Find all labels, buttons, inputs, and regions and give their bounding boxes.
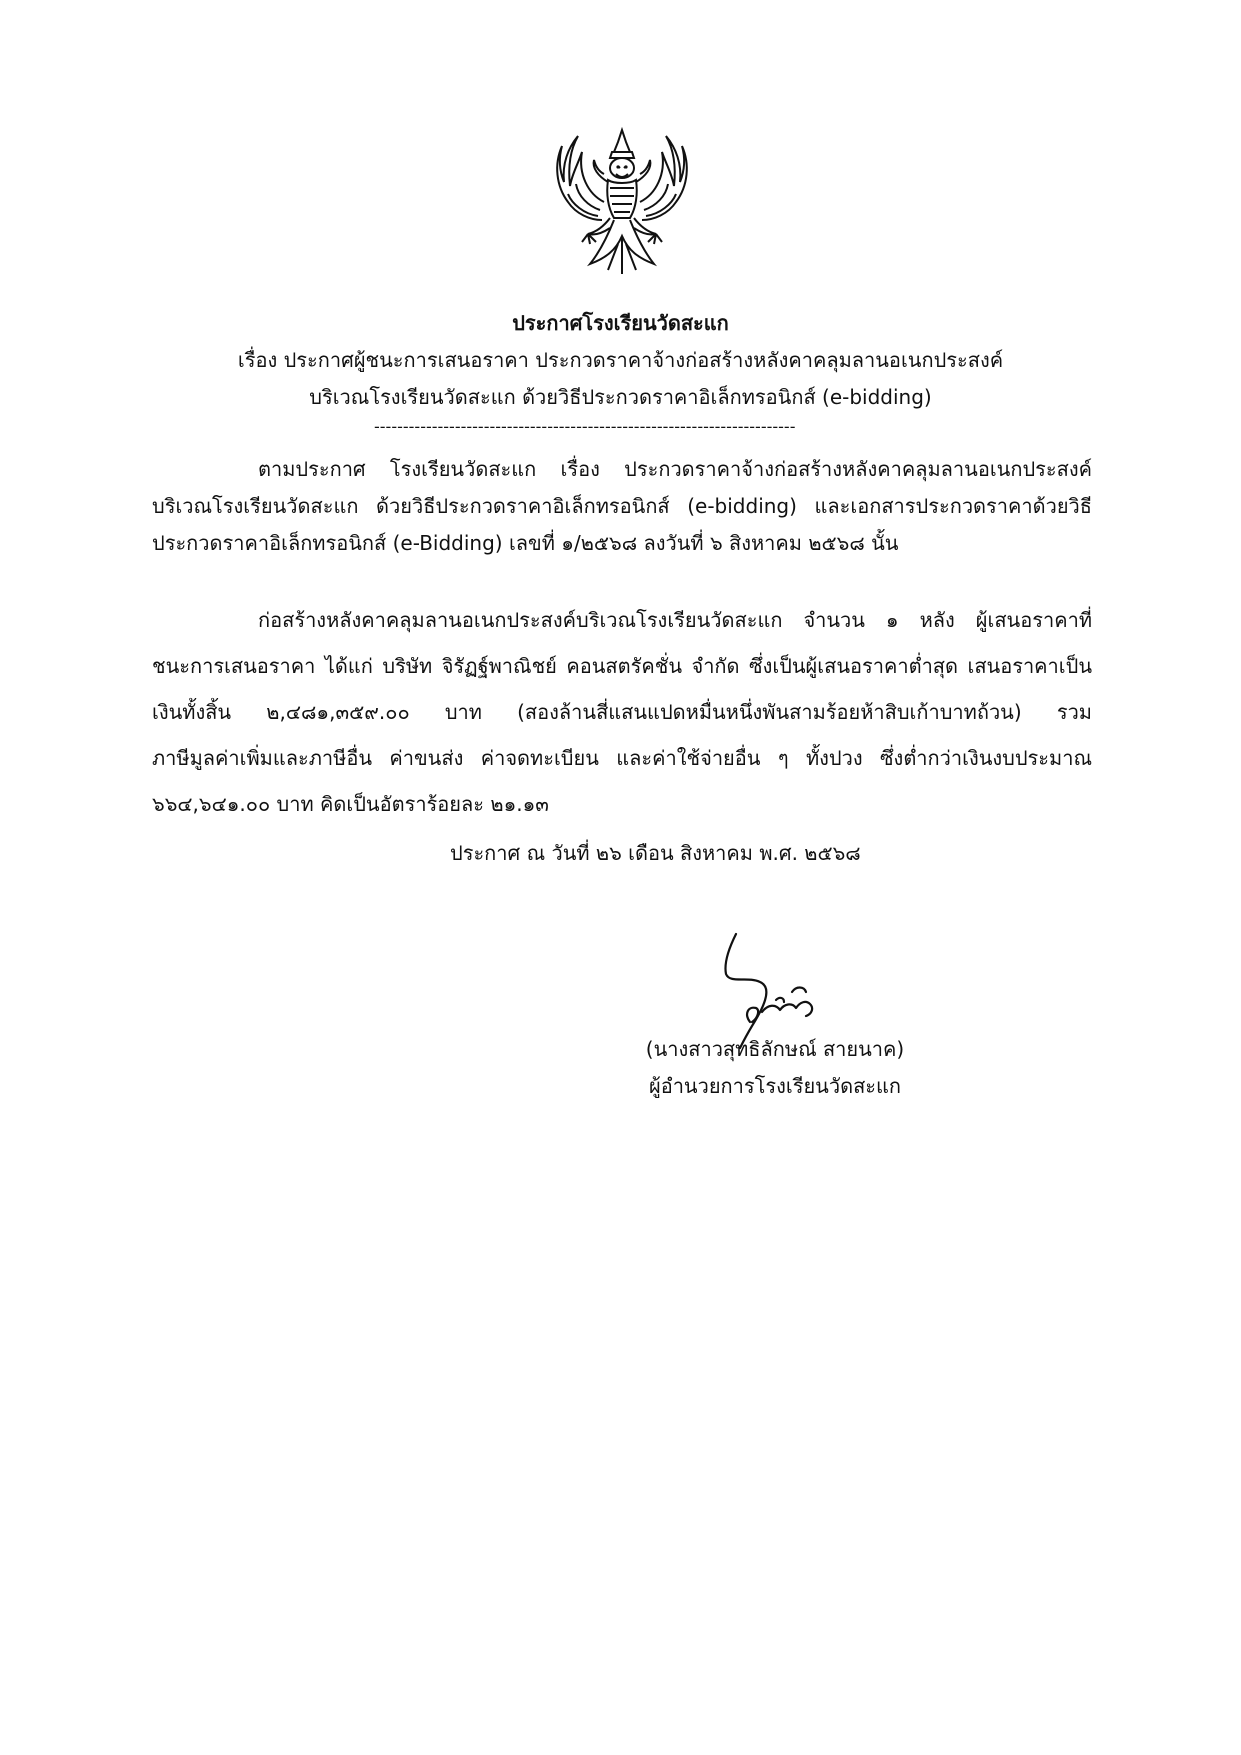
signer-name: (นางสาวสุทธิลักษณ์ สายนาค) bbox=[645, 1037, 905, 1061]
document-title: ประกาศโรงเรียนวัดสะแก bbox=[512, 311, 729, 335]
paragraph-1-line-3: ประกวดราคาอิเล็กทรอนิกส์ (e-Bidding) เลขที่ ๑/๒๕๖๘ ลงวันที่ ๖ สิงหาคม ๒๕๖๘ นั้น bbox=[152, 531, 899, 555]
paragraph-2-line-2: ชนะการเสนอราคา ได้แก่ บริษัท จิรัฏฐ์พาณิชย์ คอนสตรัคชั่น จำกัด ซึ่งเป็นผู้เสนอราคาต่ำสุด เสนอราคาเป็น bbox=[152, 654, 1092, 678]
handwritten-signature-icon bbox=[688, 930, 838, 1050]
paragraph-2-line-4: ภาษีมูลค่าเพิ่มและภาษีอื่น ค่าขนส่ง ค่าจดทะเบียน และค่าใช้จ่ายอื่น ๆ ทั้งปวง ซึ่งต่ำกว่าเงินงบประมาณ bbox=[152, 746, 1092, 770]
signer-position: ผู้อำนวยการโรงเรียนวัดสะแก bbox=[648, 1074, 902, 1098]
announcement-date: ประกาศ ณ วันที่ ๒๖ เดือน สิงหาคม พ.ศ. ๒๕๖๘ bbox=[450, 841, 861, 865]
subject-line-1: เรื่อง ประกาศผู้ชนะการเสนอราคา ประกวดราคาจ้างก่อสร้างหลังคาคลุมลานอเนกประสงค์ bbox=[237, 348, 1004, 372]
subject-line-2: บริเวณโรงเรียนวัดสะแก ด้วยวิธีประกวดราคาอิเล็กทรอนิกส์ (e-bidding) bbox=[309, 385, 932, 409]
paragraph-1-line-2: บริเวณโรงเรียนวัดสะแก ด้วยวิธีประกวดราคาอิเล็กทรอนิกส์ (e-bidding) และเอกสารประกวดราคาด้วยวิธี bbox=[152, 494, 1092, 518]
paragraph-2-line-3: เงินทั้งสิ้น ๒,๔๘๑,๓๕๙.๐๐ บาท (สองล้านสี่แสนแปดหมื่นหนึ่งพันสามร้อยห้าสิบเก้าบาทถ้วน) รวม bbox=[152, 700, 1092, 724]
paragraph-1-line-1: ตามประกาศ โรงเรียนวัดสะแก เรื่อง ประกวดราคาจ้างก่อสร้างหลังคาคลุมลานอเนกประสงค์ bbox=[258, 457, 1092, 481]
paragraph-2-line-5: ๖๖๔,๖๔๑.๐๐ บาท คิดเป็นอัตราร้อยละ ๒๑.๑๓ bbox=[152, 792, 549, 816]
paragraph-2-line-1: ก่อสร้างหลังคาคลุมลานอเนกประสงค์บริเวณโรงเรียนวัดสะแก จำนวน ๑ หลัง ผู้เสนอราคาที่ bbox=[258, 608, 1092, 632]
garuda-emblem-icon bbox=[548, 124, 696, 284]
divider-line: ------------------------------------------------------------------------- bbox=[374, 417, 796, 436]
